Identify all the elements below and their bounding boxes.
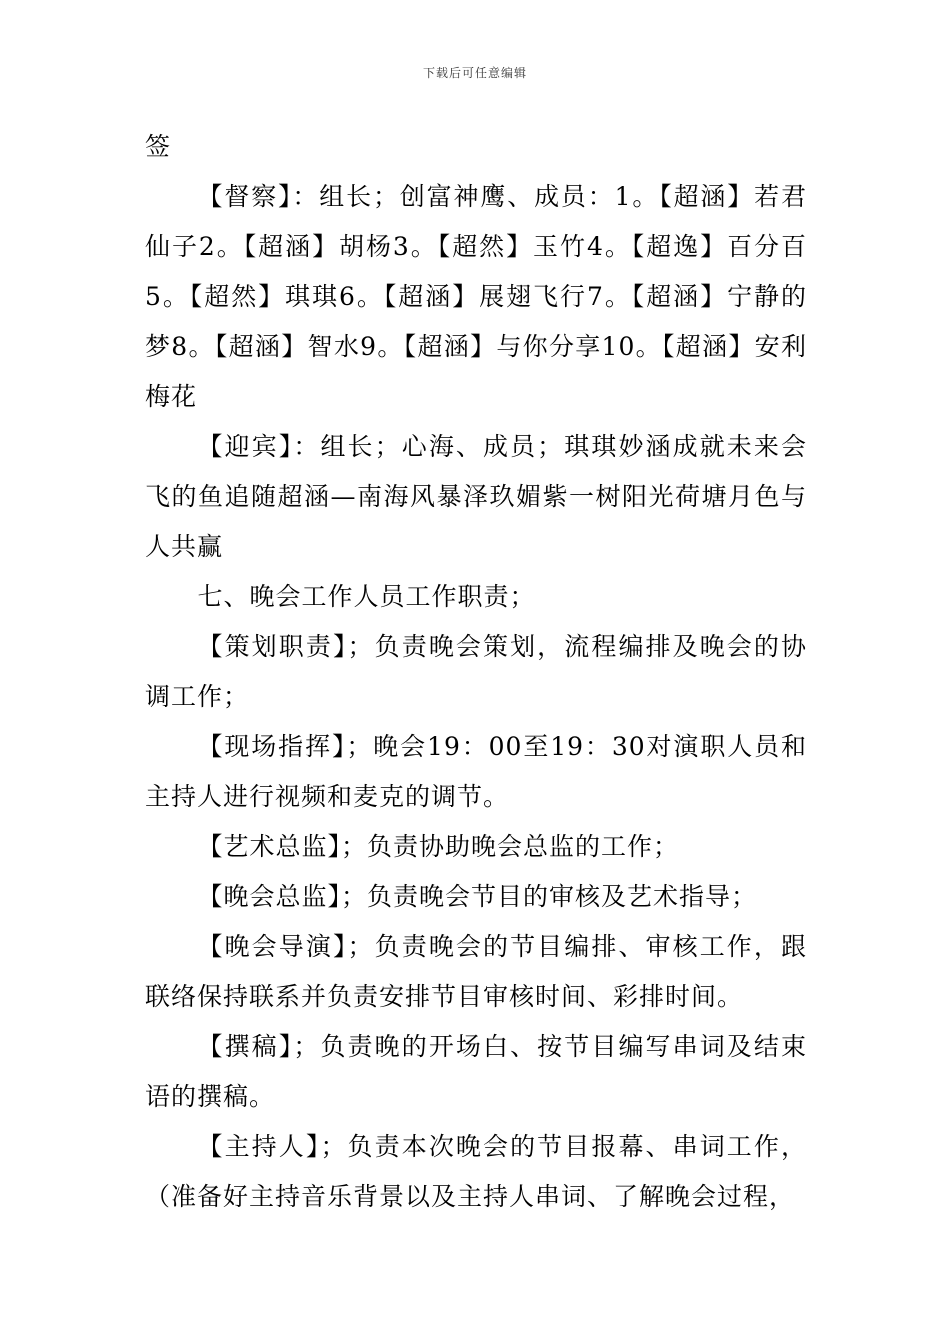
document-body: [145, 122, 807, 1222]
paragraph-supervision: 【督察】：组长；创富神鹰、成员：1。【超涵】若君仙子2。【超涵】胡杨3。【超然】玉竹4。【超逸】百分百5。【超然】琪琪6。【超涵】展翅飞行7。【超涵】宁静的梦8。【超涵】智水9。【超涵】与你分享10。【超涵】安利梅花: [145, 182, 807, 411]
paragraph-art-director: 【艺术总监】；负责协助晚会总监的工作；: [197, 832, 680, 861]
paragraph-writer: 【撰稿】；负责晚的开场白、按节目编写串词及结束语的撰稿。: [145, 1032, 807, 1111]
paragraph-reception: 【迎宾】：组长；心海、成员；琪琪妙涵成就未来会飞的鱼追随超涵—南海风暴泽玖媚紫一树阳光荷塘月色与人共赢: [145, 432, 807, 561]
page-header: 下载后可任意编辑: [422, 66, 527, 80]
section-heading-duties: 七、晚会工作人员工作职责；: [197, 582, 536, 611]
paragraph-gala-director: 【晚会总监】；负责晚会节目的审核及艺术指导；: [197, 882, 758, 911]
paragraph-planning: 【策划职责】；负责晚会策划，流程编排及晚会的协调工作；: [145, 632, 807, 711]
paragraph-continuation: 签: [145, 132, 172, 161]
paragraph-gala-producer: 【晚会导演】；负责晚会的节目编排、审核工作，跟联络保持联系并负责安排节目审核时间、彩排时间。: [145, 932, 807, 1011]
paragraph-host: 【主持人】；负责本次晚会的节目报幕、串词工作，（准备好主持音乐背景以及主持人串词、了解晚会过程，: [145, 1132, 807, 1211]
paragraph-onsite-command: 【现场指挥】；晚会19：00至19：30对演职人员和主持人进行视频和麦克的调节。: [145, 732, 807, 811]
